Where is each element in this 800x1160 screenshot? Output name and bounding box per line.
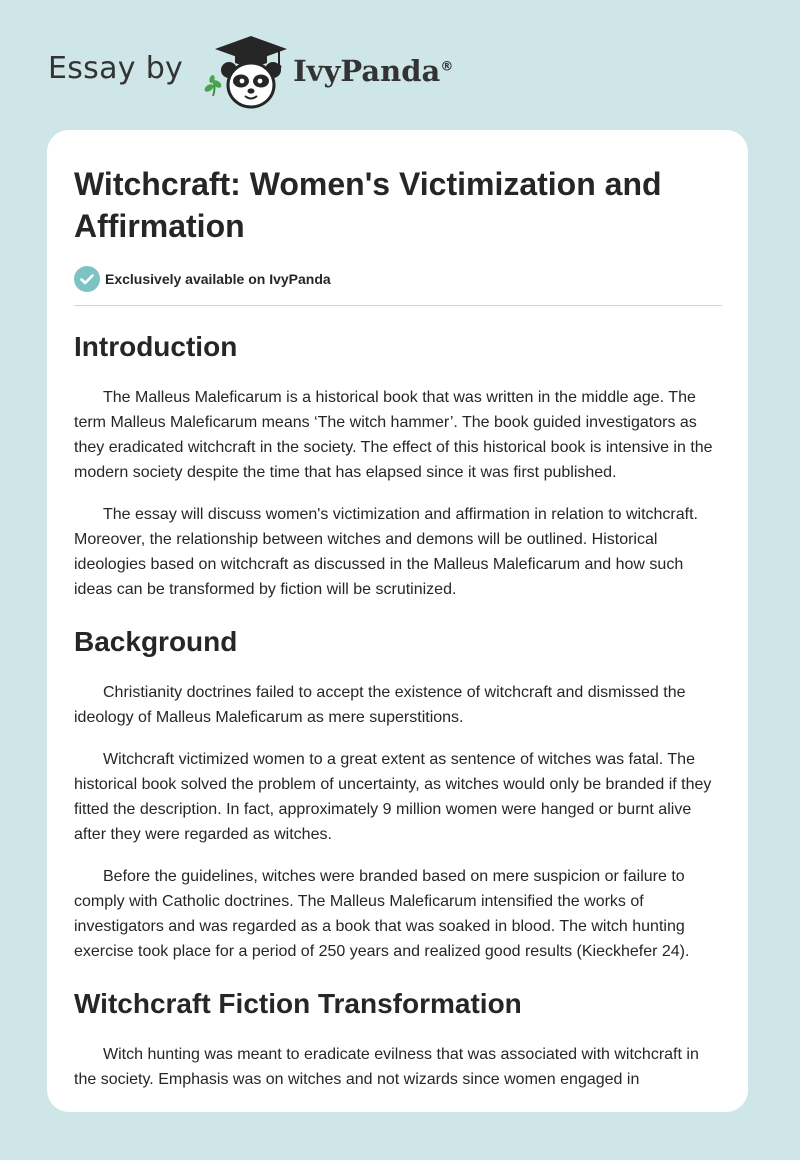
paragraph: The Malleus Maleficarum is a historical book that was written in the middle age. The term Malleus Maleficarum means ‘The witch hammer’. The book guided investigators as they eradicated witchcraft in the society. The effect of this historical book is intensive in the modern society despite the time that has elapsed since it was first published. (74, 389, 713, 481)
site-header (48, 34, 453, 110)
paragraph: Witchcraft victimized women to a great extent as sentence of witches was fatal. The historical book solved the problem of uncertainty, as witches would only be branded if they fitted the description. In fact, approximately 9 million women were hanged or burnt alive after they were regarded as witches. (74, 751, 712, 843)
paragraph: The essay will discuss women's victimization and affirmation in relation to witchcraft. Moreover, the relationship between witches and demons will be outlined. Historical ideologies based on witchcraft as discussed in the Malleus Maleficarum and how such ideas can be transformed by fiction will be scrutinized. (74, 506, 698, 598)
paragraph: Before the guidelines, witches were branded based on mere suspicion or failure to comply with Catholic doctrines. The Malleus Maleficarum intensified the works of investigators and was regarded as a book that was soaked in blood. The witch hunting exercise took place for a period of 250 years and realized good results (Kieckhefer 24). (74, 868, 690, 960)
article-title: Witchcraft: Women's Victimization and Affirmation (74, 166, 662, 244)
section-heading-background: Background (74, 626, 238, 657)
paragraph: Witch hunting was meant to eradicate evilness that was associated with witchcraft in the society. Emphasis was on witches and not wizards since women engaged in (74, 1046, 699, 1088)
article-card (47, 130, 748, 1112)
title-divider (74, 305, 722, 306)
brand-prefix: Essay by (48, 50, 184, 86)
paragraph: Christianity doctrines failed to accept the existence of witchcraft and dismissed the ideology of Malleus Maleficarum as mere superstitions. (74, 684, 686, 726)
section-heading-introduction: Introduction (74, 331, 238, 362)
exclusive-badge-text: Exclusively available on IvyPanda (105, 271, 331, 287)
exclusive-badge (74, 265, 722, 293)
brand-name[interactable]: IvyPanda® (293, 54, 454, 88)
section-heading-witchcraft-fiction-transformation: Witchcraft Fiction Transformation (74, 988, 522, 1019)
check-circle-icon (74, 266, 100, 292)
panda-graduate-logo-icon[interactable] (199, 34, 291, 110)
